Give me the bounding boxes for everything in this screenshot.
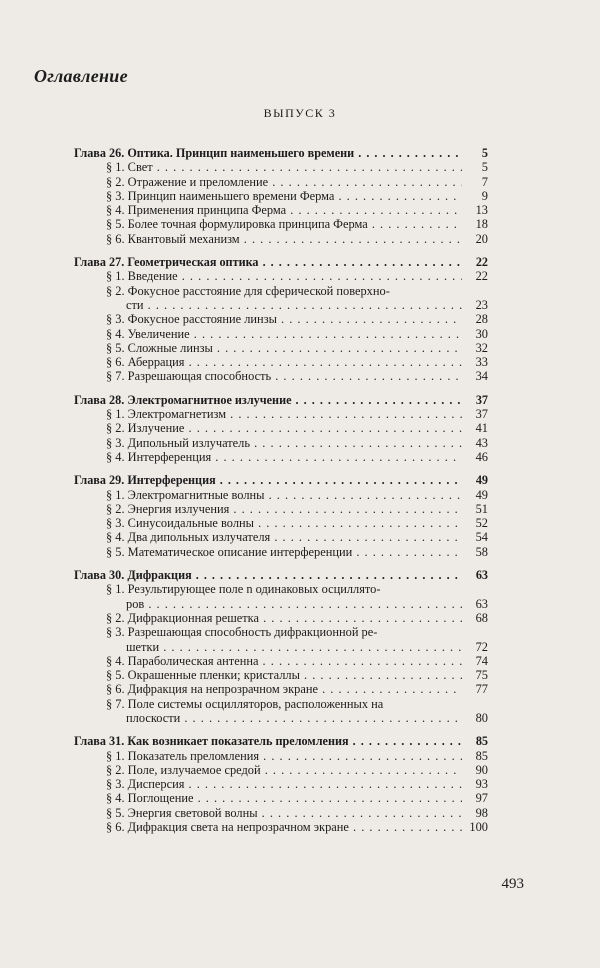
section-page: 51 (475, 501, 488, 516)
section-entry (74, 355, 488, 369)
section-title: § 4. Поглощение . . . (106, 791, 462, 805)
chapter-entry (74, 473, 488, 487)
section-page: 7 (481, 174, 488, 189)
table-of-contents (74, 146, 488, 843)
section-entry (74, 820, 488, 834)
section-entry (74, 312, 488, 326)
section-entry-continuation (74, 711, 488, 725)
section-title: § 6. Аберрация . . . (106, 355, 462, 369)
section-entry (74, 369, 488, 383)
section-entry (74, 654, 488, 668)
section-entry (74, 269, 488, 283)
section-page: 13 (475, 203, 488, 218)
chapter-entry (74, 568, 488, 582)
section-title: § 1. Свет . . . (106, 160, 462, 174)
section-title: § 5. Более точная формулировка принципа Ферма . . . (106, 217, 462, 231)
chapter-entry (74, 255, 488, 269)
chapter-block (74, 568, 488, 725)
section-title: § 5. Математическое описание интерференции . . . (106, 545, 462, 559)
contents-heading: Оглавление (34, 66, 128, 86)
section-title: § 2. Поле, излучаемое средой . . . (106, 763, 462, 777)
chapter-entry (74, 393, 488, 407)
section-entry (74, 530, 488, 544)
chapter-page: 85 (475, 734, 488, 749)
section-page: 18 (475, 217, 488, 232)
chapter-page: 5 (481, 146, 488, 160)
chapter-page: 37 (475, 392, 488, 407)
chapter-title: Глава 26. Оптика. Принцип наименьшего времени . . . (74, 146, 462, 160)
section-title: § 7. Разрешающая способность . . . (106, 369, 462, 383)
section-page: 43 (475, 435, 488, 450)
section-page: 41 (475, 421, 488, 436)
section-page: 33 (475, 355, 488, 370)
section-page: 100 (469, 820, 488, 835)
page-number: 493 (501, 876, 524, 892)
section-title: § 1. Введение . . . (106, 269, 462, 283)
chapter-block (74, 473, 488, 559)
section-entry (74, 327, 488, 341)
section-page: 32 (475, 340, 488, 355)
section-entry (74, 436, 488, 450)
section-page: 49 (475, 487, 488, 502)
section-title: § 1. Электромагнетизм . . . (106, 407, 462, 421)
section-page: 63 (475, 596, 488, 611)
section-entry (74, 516, 488, 530)
section-entry (74, 407, 488, 421)
section-entry (74, 625, 488, 639)
section-entry (74, 341, 488, 355)
section-title: § 1. Электромагнитные волны . . . (106, 488, 462, 502)
section-entry (74, 806, 488, 820)
section-page: 23 (475, 297, 488, 312)
section-title: § 3. Дипольный излучатель . . . (106, 436, 462, 450)
chapter-entry (74, 734, 488, 748)
section-page: 74 (475, 653, 488, 668)
chapter-page: 63 (475, 568, 488, 583)
chapter-title: Глава 27. Геометрическая оптика . . . (74, 255, 462, 269)
chapter-title: Глава 28. Электромагнитное излучение . . . (74, 393, 462, 407)
section-title: § 5. Энергия световой волны . . . (106, 806, 462, 820)
issue-title: ВЫПУСК 3 (263, 106, 337, 120)
section-entry (74, 682, 488, 696)
section-entry (74, 582, 488, 596)
section-page: 98 (475, 805, 488, 820)
section-page: 93 (475, 777, 488, 792)
section-page: 52 (475, 516, 488, 531)
section-entry (74, 502, 488, 516)
section-title: § 3. Синусоидальные волны . . . (106, 516, 462, 530)
section-title: § 1. Результирующее поле n одинаковых осциллято- (106, 582, 381, 597)
section-entry (74, 763, 488, 777)
section-entry (74, 421, 488, 435)
section-entry (74, 217, 488, 231)
section-title: § 7. Поле системы осцилляторов, расположенных на (106, 696, 384, 711)
section-page: 22 (475, 269, 488, 284)
section-title: § 3. Фокусное расстояние линзы . . . (106, 312, 462, 326)
section-entry (74, 175, 488, 189)
section-entry (74, 160, 488, 174)
section-entry (74, 189, 488, 203)
section-entry-continuation (74, 298, 488, 312)
section-title: § 2. Энергия излучения . . . (106, 502, 462, 516)
section-title: § 5. Окрашенные пленки; кристаллы . . . (106, 668, 462, 682)
section-page: 28 (475, 312, 488, 327)
section-entry (74, 697, 488, 711)
section-title-continuation: ров . . . (126, 597, 462, 611)
section-title: § 4. Интерференция . . . (106, 450, 462, 464)
section-title: § 6. Дифракция света на непрозрачном экране . . . (106, 820, 462, 834)
section-entry (74, 232, 488, 246)
section-title: § 3. Дисперсия . . . (106, 777, 462, 791)
chapter-title: Глава 31. Как возникает показатель преломления . . . (74, 734, 462, 748)
section-title: § 5. Сложные линзы . . . (106, 341, 462, 355)
chapter-block (74, 255, 488, 384)
section-entry (74, 777, 488, 791)
chapter-title: Глава 30. Дифракция . . . (74, 568, 462, 582)
section-entry (74, 791, 488, 805)
section-page: 68 (475, 610, 488, 625)
section-entry (74, 450, 488, 464)
section-title-continuation: сти . . . (126, 298, 462, 312)
section-title: § 6. Дифракция на непрозрачном экране . . . (106, 682, 462, 696)
section-title: § 6. Квантовый механизм . . . (106, 232, 462, 246)
section-page: 58 (475, 544, 488, 559)
section-entry (74, 668, 488, 682)
section-page: 97 (475, 791, 488, 806)
section-page: 77 (475, 682, 488, 697)
section-title: § 2. Фокусное расстояние для сферической поверхно- (106, 283, 390, 298)
section-page: 90 (475, 762, 488, 777)
section-title: § 3. Разрешающая способность дифракционной ре- (106, 625, 378, 640)
section-title: § 4. Два дипольных излучателя . . . (106, 530, 462, 544)
chapter-page: 49 (475, 473, 488, 488)
section-title: § 4. Применения принципа Ферма . . . (106, 203, 462, 217)
section-page: 20 (475, 231, 488, 246)
section-page: 75 (475, 668, 488, 683)
section-entry-continuation (74, 640, 488, 654)
chapter-entry (74, 146, 488, 160)
section-entry (74, 284, 488, 298)
section-title: § 4. Увеличение . . . (106, 327, 462, 341)
section-page: 5 (481, 160, 488, 175)
section-title: § 3. Принцип наименьшего времени Ферма . . . (106, 189, 462, 203)
section-page: 9 (481, 188, 488, 203)
section-page: 30 (475, 326, 488, 341)
section-page: 54 (475, 530, 488, 545)
chapter-block (74, 734, 488, 834)
section-entry (74, 545, 488, 559)
section-title: § 4. Параболическая антенна . . . (106, 654, 462, 668)
section-title: § 2. Излучение . . . (106, 421, 462, 435)
section-title-continuation: плоскости . . . (126, 711, 462, 725)
section-title: § 2. Отражение и преломление . . . (106, 175, 462, 189)
chapter-block (74, 393, 488, 464)
section-entry-continuation (74, 597, 488, 611)
chapter-title: Глава 29. Интерференция . . . (74, 473, 462, 487)
section-title: § 2. Дифракционная решетка . . . (106, 611, 462, 625)
section-entry (74, 611, 488, 625)
section-page: 37 (475, 407, 488, 422)
section-entry (74, 203, 488, 217)
section-page: 72 (475, 639, 488, 654)
section-page: 46 (475, 449, 488, 464)
section-page: 85 (475, 748, 488, 763)
section-title: § 1. Показатель преломления . . . (106, 749, 462, 763)
chapter-block (74, 146, 488, 246)
chapter-page: 22 (475, 255, 488, 270)
section-entry (74, 749, 488, 763)
section-page: 80 (475, 710, 488, 725)
section-page: 34 (475, 369, 488, 384)
section-entry (74, 488, 488, 502)
section-title-continuation: шетки . . . (126, 640, 462, 654)
